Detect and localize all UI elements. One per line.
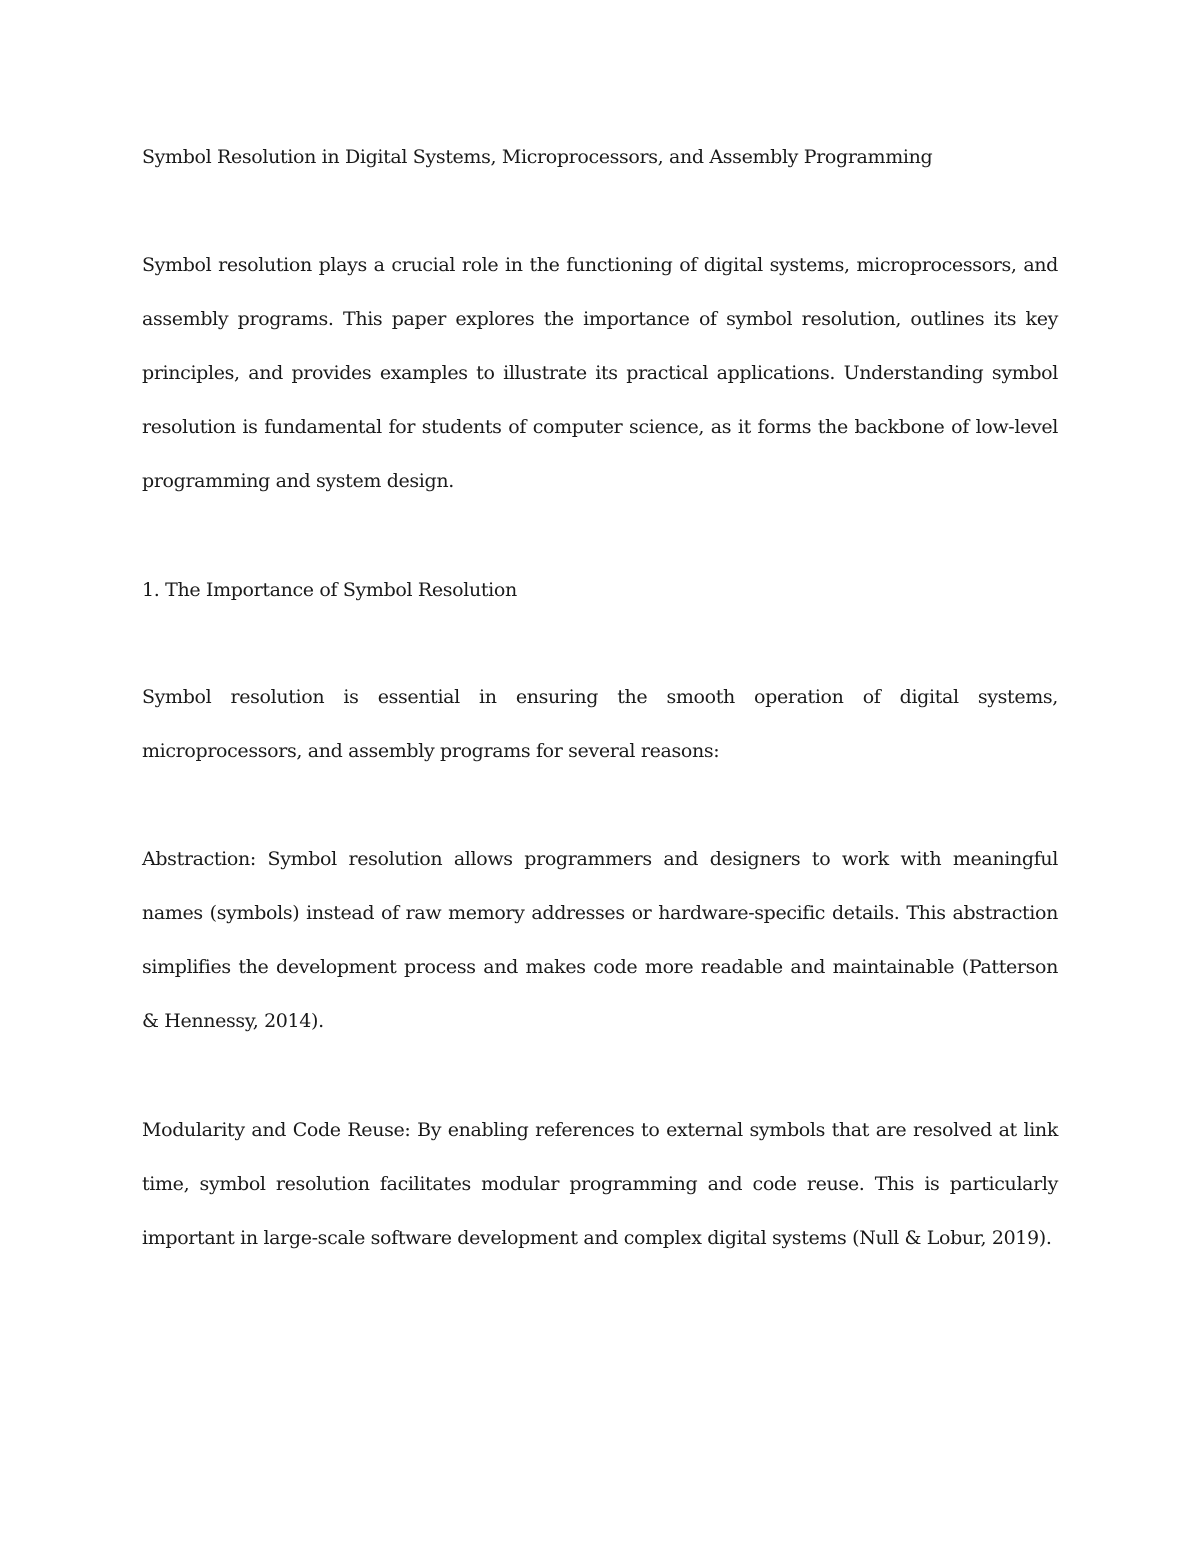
document-title: Symbol Resolution in Digital Systems, Microprocessors, and Assembly Programming (142, 146, 933, 168)
abstraction-paragraph: Abstraction: Symbol resolution allows programmers and designers to work with meaningful names (symbols) instead of raw memory addresses or hardware-specific details. This abstraction simplifies the development process and makes code more readable and maintainable (Patterson & Hennessy, 2014). (142, 848, 1058, 1032)
section-lead-paragraph: Symbol resolution is essential in ensuring the smooth operation of digital systems, microprocessors, and assembly programs for several reasons: (142, 686, 1058, 762)
section-heading: 1. The Importance of Symbol Resolution (142, 579, 517, 601)
modularity-paragraph: Modularity and Code Reuse: By enabling references to external symbols that are resolved at link time, symbol resolution facilitates modular programming and code reuse. This is particularly important in large-scale software development and complex digital systems (Null & Lobur, 2019). (142, 1119, 1058, 1249)
intro-paragraph: Symbol resolution plays a crucial role in the functioning of digital systems, microprocessors, and assembly programs. This paper explores the importance of symbol resolution, outlines its key principles, and provides examples to illustrate its practical applications. Understanding symbol resolution is fundamental for students of computer science, as it forms the backbone of low-level programming and system design. (142, 254, 1058, 492)
